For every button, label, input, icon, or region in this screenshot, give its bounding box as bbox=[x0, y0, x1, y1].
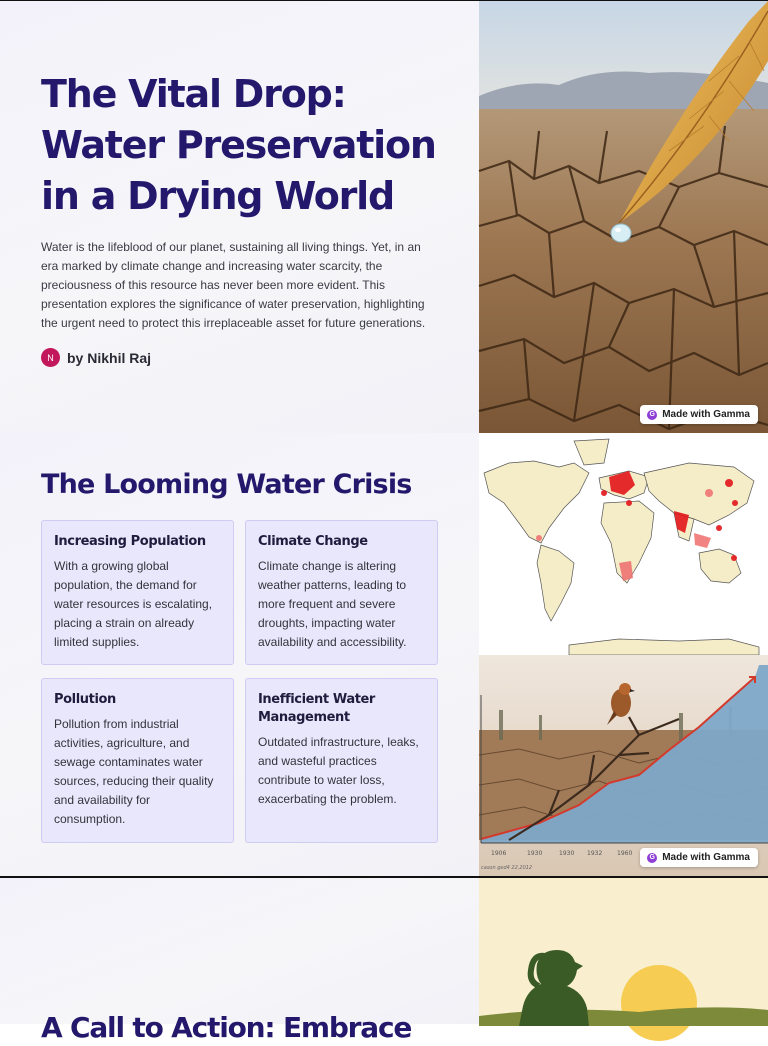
gamma-logo-icon: G bbox=[647, 853, 657, 863]
title-line: Water Preservation bbox=[41, 123, 436, 167]
section-title: A Call to Action: Embrace bbox=[41, 1011, 412, 1044]
card-heading: Increasing Population bbox=[54, 534, 206, 549]
crisis-images bbox=[479, 433, 768, 876]
crisis-card-management bbox=[245, 678, 438, 843]
author-line bbox=[41, 348, 151, 367]
world-map-image bbox=[479, 433, 768, 655]
tick-label: 1930 bbox=[559, 850, 575, 857]
slide-text-panel bbox=[0, 878, 479, 1044]
card-body: With a growing global population, the demand for water resources is escalating, placing a strain on already limited supplies. bbox=[54, 559, 213, 649]
intro-paragraph: Water is the lifeblood of our planet, sustaining all living things. Yet, in an era marked by climate change and increasing water scarcity, the preciousness of this resource has never been more evident. This presentation explores the significance of water preservation, highlighting the urgent need to protect this irreplaceable asset for future generations. bbox=[41, 240, 426, 330]
crisis-card-pollution bbox=[41, 678, 234, 843]
badge-label: Made with Gamma bbox=[662, 409, 750, 420]
presentation-title bbox=[41, 69, 461, 222]
card-body: Climate change is altering weather patterns, leading to more frequent and severe droughts, impacting water availability and accessibility. bbox=[258, 559, 407, 649]
title-line: The Vital Drop: bbox=[41, 72, 346, 116]
drought-trend-image bbox=[479, 655, 768, 876]
tick-label: 1930 bbox=[527, 850, 543, 857]
drought-leaf-image bbox=[479, 1, 768, 433]
author-name: by Nikhil Raj bbox=[67, 349, 152, 366]
made-with-gamma-badge[interactable] bbox=[640, 405, 758, 424]
slide-water-crisis bbox=[0, 433, 768, 876]
cracked-earth-illustration bbox=[479, 1, 768, 434]
slide-call-to-action bbox=[0, 876, 768, 1044]
card-heading: Pollution bbox=[54, 692, 116, 707]
gamma-logo-icon: G bbox=[647, 410, 657, 420]
slide-text-panel bbox=[0, 1, 479, 433]
tick-label: 1960 bbox=[617, 850, 633, 857]
tick-label: 1932 bbox=[587, 850, 603, 857]
card-body: Outdated infrastructure, leaks, and wasteful practices contribute to water loss, exacerbating the problem. bbox=[258, 735, 419, 806]
card-heading: Inefficient Water Management bbox=[258, 692, 375, 725]
tick-label: 1906 bbox=[491, 850, 507, 857]
slide-title bbox=[0, 0, 768, 433]
slide-text-panel bbox=[0, 433, 479, 876]
card-heading: Climate Change bbox=[258, 534, 368, 549]
made-with-gamma-badge[interactable] bbox=[640, 848, 758, 867]
title-line: in a Drying World bbox=[41, 174, 394, 218]
crisis-card-climate bbox=[245, 520, 438, 665]
card-body: Pollution from industrial activities, agriculture, and sewage contaminates water sources, reducing their quality and availability for consumption. bbox=[54, 717, 214, 826]
person-silhouette-illustration bbox=[479, 878, 768, 1026]
avatar: N bbox=[41, 348, 60, 367]
silhouette-sunset-image bbox=[479, 878, 768, 1024]
crisis-card-population bbox=[41, 520, 234, 665]
section-title: The Looming Water Crisis bbox=[41, 469, 412, 500]
chart-source-note: cason ged4 22,2012 bbox=[481, 865, 533, 871]
badge-label: Made with Gamma bbox=[662, 852, 750, 863]
